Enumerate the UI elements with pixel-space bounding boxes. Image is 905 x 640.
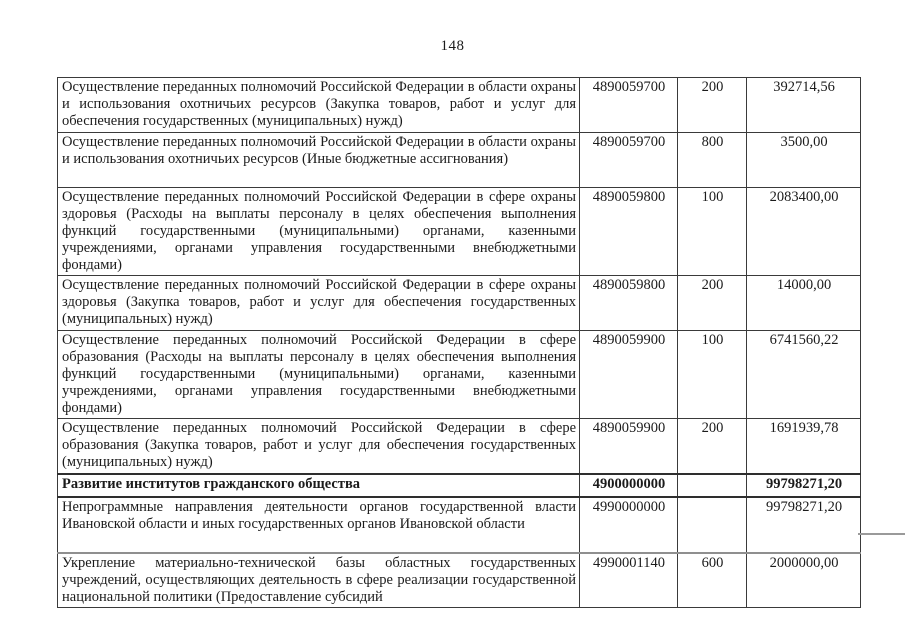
expense-type-cell: 200 (678, 419, 747, 475)
expense-type-cell: 100 (678, 188, 747, 276)
scan-artifact-line (858, 533, 905, 535)
target-code-cell: 4890059800 (580, 276, 678, 331)
target-code-cell: 4890059800 (580, 188, 678, 276)
target-code-cell: 4900000000 (580, 474, 678, 497)
amount-cell: 99798271,20 (747, 497, 861, 553)
expense-type-cell (678, 474, 747, 497)
program-name-cell: Осуществление переданных полномочий Российской Федерации в сфере образования (Закупка товаров, работ и услуг для обеспечения государственных (муниципальных) нужд) (58, 419, 580, 475)
table-row (58, 553, 861, 608)
program-name-cell: Осуществление переданных полномочий Российской Федерации в области охраны и использования охотничьих ресурсов (Иные бюджетные ассигнования) (58, 133, 580, 188)
target-code-cell: 4990001140 (580, 553, 678, 608)
target-code-cell: 4890059700 (580, 133, 678, 188)
target-code-cell: 4890059900 (580, 419, 678, 475)
amount-cell: 14000,00 (747, 276, 861, 331)
target-code-cell: 4990000000 (580, 497, 678, 553)
program-name-cell: Осуществление переданных полномочий Российской Федерации в сфере образования (Расходы на выплаты персоналу в целях обеспечения выполнения функций государственными (муниципальными) органами, казенными учреждениями, органами управления государственными внебюджетными фондами) (58, 331, 580, 419)
table-row (58, 276, 861, 331)
budget-table (57, 77, 860, 605)
expense-type-cell: 800 (678, 133, 747, 188)
expense-type-cell (678, 497, 747, 553)
target-code-cell: 4890059900 (580, 331, 678, 419)
expense-type-cell: 200 (678, 78, 747, 133)
page-number: 148 (440, 38, 465, 54)
table-row (58, 133, 861, 188)
amount-cell: 6741560,22 (747, 331, 861, 419)
table-row (58, 497, 861, 553)
amount-cell: 3500,00 (747, 133, 861, 188)
amount-cell: 2083400,00 (747, 188, 861, 276)
expense-type-cell: 200 (678, 276, 747, 331)
program-name-cell: Укрепление материально-технической базы областных государственных учреждений, осуществляющих деятельность в сфере реализации государственной национальной политики (Предоставление субсидий (58, 553, 580, 608)
program-name-cell: Развитие институтов гражданского общества (58, 474, 580, 497)
table-row (58, 474, 861, 497)
program-name-cell: Осуществление переданных полномочий Российской Федерации в сфере охраны здоровья (Закупка товаров, работ и услуг для обеспечения государственных (муниципальных) нужд) (58, 276, 580, 331)
expense-type-cell: 600 (678, 553, 747, 608)
table-row (58, 78, 861, 133)
amount-cell: 2000000,00 (747, 553, 861, 608)
table-row (58, 331, 861, 419)
program-name-cell: Осуществление переданных полномочий Российской Федерации в сфере охраны здоровья (Расходы на выплаты персоналу в целях обеспечения выполнения функций государственными (муниципальными) органами, казенными учреждениями, органами управления государственными внебюджетными фондами) (58, 188, 580, 276)
program-name-cell: Осуществление переданных полномочий Российской Федерации в области охраны и использования охотничьих ресурсов (Закупка товаров, работ и услуг для обеспечения государственных (муниципальных) нужд) (58, 78, 580, 133)
expense-type-cell: 100 (678, 331, 747, 419)
target-code-cell: 4890059700 (580, 78, 678, 133)
program-name-cell: Непрограммные направления деятельности органов государственной власти Ивановской области и иных государственных органов Ивановской области (58, 497, 580, 553)
amount-cell: 99798271,20 (747, 474, 861, 497)
amount-cell: 1691939,78 (747, 419, 861, 475)
budget-table-body (58, 78, 861, 608)
amount-cell: 392714,56 (747, 78, 861, 133)
table-row (58, 419, 861, 475)
table-row (58, 188, 861, 276)
budget-allocations-table (57, 77, 861, 608)
